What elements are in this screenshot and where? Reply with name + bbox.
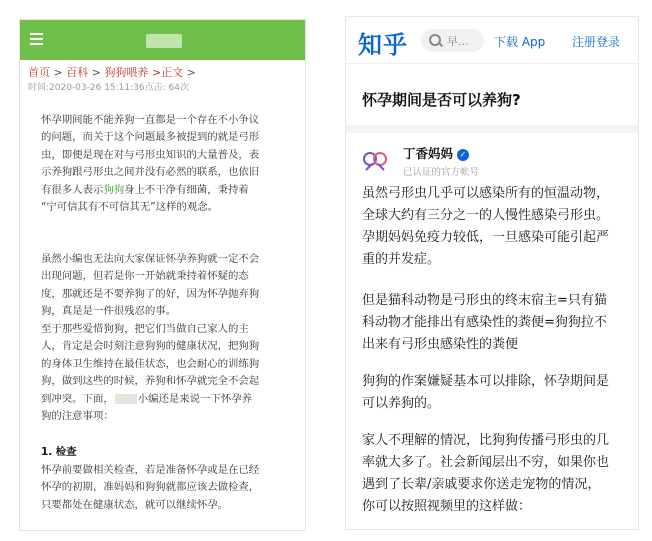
author-name[interactable]: 丁香妈妈 ✓ [403,144,469,162]
keyword-link[interactable]: 狗狗 [103,183,125,196]
menu-icon[interactable] [30,33,43,48]
left-article-screenshot [19,19,306,531]
zhihu-header [346,17,638,64]
zhihu-logo[interactable]: 知乎 [358,31,408,59]
section-heading: 1. 检查 [41,446,77,458]
answer-paragraph: 虽然弓形虫几乎可以感染所有的恒温动物， 全球大约有三分之一的人慢性感染弓形虫。 孕期妈妈免疫力较低，一旦感染可能引起严 重的并发症。 [362,186,610,267]
article-paragraph: 虽然小编也无法向大家保证怀孕养狗就一定不会 出现问题，但若是你一开始就秉持着怀疑的态 度，那就还是不要养狗了的好，因为怀孕抛弃狗 狗，真是是一件很残忍的事。 [41,253,260,318]
left-header-bar [20,20,305,60]
download-app-link[interactable]: 下载 App [494,35,546,49]
answer-paragraph: 狗狗的作案嫌疑基本可以排除，怀孕期间是 可以养狗的。 [362,374,610,411]
register-login-link[interactable]: 注册登录 [572,35,621,49]
blurred-text [115,394,137,404]
author-subtitle: 已认证的官方帐号 [403,167,480,178]
breadcrumb-current: >正文 [151,66,184,79]
blurred-site-logo [146,34,182,48]
verified-icon: ✓ [457,149,469,161]
answer-paragraph: 家人不理解的情况，比狗狗传播弓形虫的几 率就大多了。社会新闻层出不穷，如果你也 遇到了长辈/亲戚要求你送走宠物的情况， 你可以按照视频里的这样做： [362,433,610,514]
breadcrumb-home[interactable]: 首页 [28,66,50,79]
answer-paragraph: 但是猫科动物是弓形虫的终末宿主=只有猫 科动物才能排出有感染性的粪便=狗狗拉不 出来有弓形虫感染性的粪便 [362,293,607,352]
search-placeholder: 早... [447,35,469,48]
divider [346,125,638,133]
breadcrumb: 首页 > 百科 > 狗狗喂养 >正文 > [28,66,196,79]
question-title[interactable]: 怀孕期间是否可以养狗? [362,91,521,109]
article-paragraph: 怀孕前要做相关检查，若是准备怀孕或是在已经 怀孕的初期，准妈妈和狗狗就都应该去做检查， 只要都处在健康状态，就可以继续怀孕。 [41,464,260,511]
search-input[interactable] [421,29,484,52]
author-avatar[interactable] [362,150,388,172]
breadcrumb-subcategory[interactable]: 狗狗喂养 [104,66,149,79]
search-icon [429,34,441,46]
article-paragraph: 至于那些爱惜狗狗，把它们当做自己家人的主 人，肯定是会时刻注意狗狗的健康状况，把狗狗 的身体卫生维持在最佳状态，也会耐心的训练狗 狗，做到这些的时候，养狗和怀孕就完全不会起 到冲突。下面， 小编还是来说一下怀孕养 狗的注意事项： [41,323,260,423]
article-meta: 时间:2020-03-26 15:11:36点击: 64次 [28,83,189,93]
article-paragraph: 怀孕期间能不能养狗一直都是一个存在不小争议 的问题，而关于这个问题最多被提到的就是弓形 虫，即便是现在对与弓形虫知识的大量普及，表 示养狗跟弓形虫之间并没有必然的联系，也依旧 有很多人表示狗狗身上不干净有细菌，秉持着 “宁可信其有不可信其无”这样的观念。 [41,114,260,214]
right-zhihu-screenshot [345,16,639,530]
breadcrumb-category[interactable]: 百科 [66,66,89,79]
